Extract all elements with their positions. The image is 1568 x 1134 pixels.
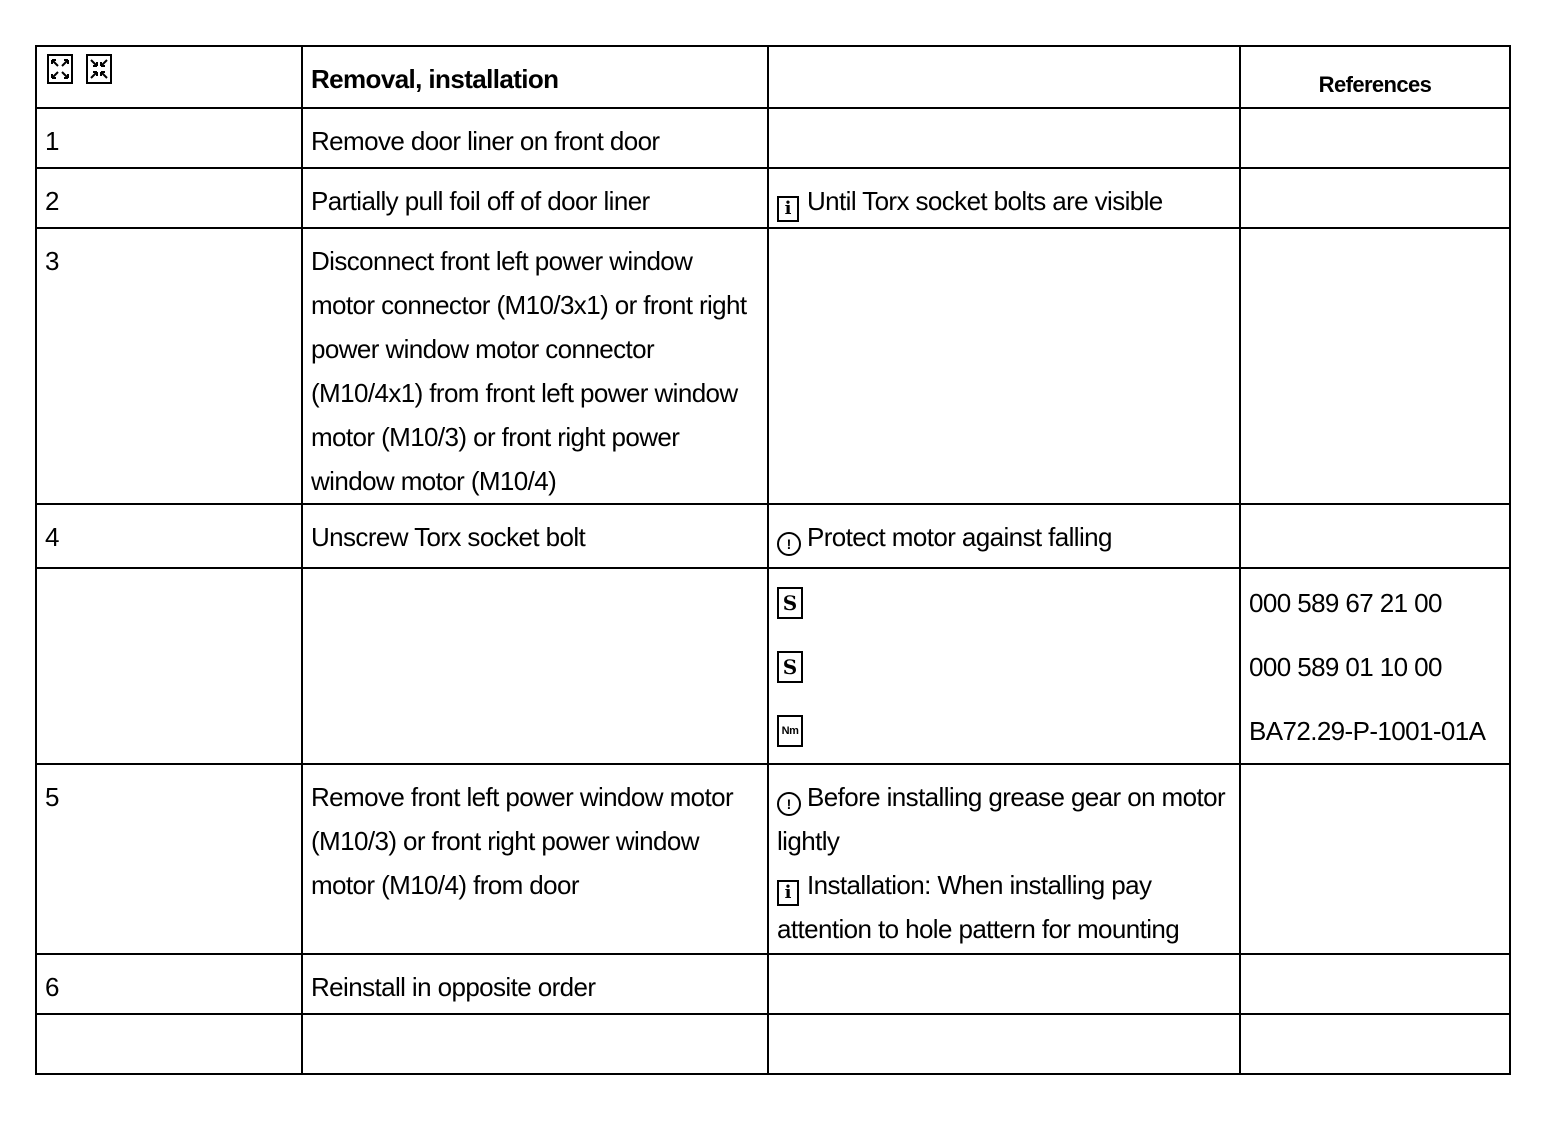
special-tool-icon: S [777,587,803,619]
step-reference [1240,228,1510,504]
step-action: Remove door liner on front door [302,108,768,168]
table-row [36,228,1510,504]
table-header-row [36,46,1510,108]
table-row [36,168,1510,228]
header-notes [768,46,1240,108]
step-note [768,108,1240,168]
empty-cell [302,1014,768,1074]
table-row [36,764,1510,954]
empty-cell [1240,1014,1510,1074]
header-title: Removal, installation [302,46,768,108]
tool-reference: 000 589 01 10 00 [1249,652,1442,682]
note-text: Until Torx socket bolts are visible [807,186,1163,216]
step-action: Partially pull foil off of door liner [302,168,768,228]
torque-reference: BA72.29-P-1001-01A [1249,716,1486,746]
step-note [768,954,1240,1014]
caution-icon: ! [777,792,801,816]
step-action: Unscrew Torx socket bolt [302,504,768,568]
step-reference [1240,504,1510,568]
step-note [768,228,1240,504]
expand-arrows-icon [47,54,73,84]
step-action: Disconnect front left power window motor connector (M10/3x1) or front right power window motor connector (M10/4x1) from front left power window motor (M10/3) or front right power window motor (M10/4) [302,228,768,504]
info-icon: i [777,880,799,906]
step-reference [1240,954,1510,1014]
step-action [302,568,768,764]
note-text: Before installing grease gear on motor lightly [777,782,1226,856]
tools-row [36,568,1510,764]
header-references: References [1240,46,1510,108]
step-reference [1240,764,1510,954]
table-row [36,954,1510,1014]
step-number: 2 [36,168,302,228]
tool-icons-cell [768,568,1240,764]
step-action: Reinstall in opposite order [302,954,768,1014]
collapse-arrows-icon [86,54,112,84]
tool-reference: 000 589 67 21 00 [1249,588,1442,618]
procedure-sheet [35,45,1509,1075]
step-number: 6 [36,954,302,1014]
special-tool-icon: S [777,651,803,683]
header-icons-cell [36,46,302,108]
caution-icon: ! [777,532,801,556]
step-number: 3 [36,228,302,504]
tool-references-cell [1240,568,1510,764]
step-number [36,568,302,764]
step-number: 5 [36,764,302,954]
empty-cell [36,1014,302,1074]
step-action: Remove front left power window motor (M10/3) or front right power window motor (M10/4) from door [302,764,768,954]
step-note [768,168,1240,228]
note-text: Protect motor against falling [807,522,1112,552]
empty-row [36,1014,1510,1074]
step-number: 1 [36,108,302,168]
step-note [768,504,1240,568]
note-text: Installation: When installing pay attention to hole pattern for mounting [777,870,1180,944]
table-row [36,108,1510,168]
info-icon: i [777,196,799,222]
torque-nm-icon: Nm [777,715,803,747]
step-reference [1240,108,1510,168]
step-reference [1240,168,1510,228]
procedure-table [35,45,1511,1075]
table-row [36,504,1510,568]
step-number: 4 [36,504,302,568]
empty-cell [768,1014,1240,1074]
step-note [768,764,1240,954]
